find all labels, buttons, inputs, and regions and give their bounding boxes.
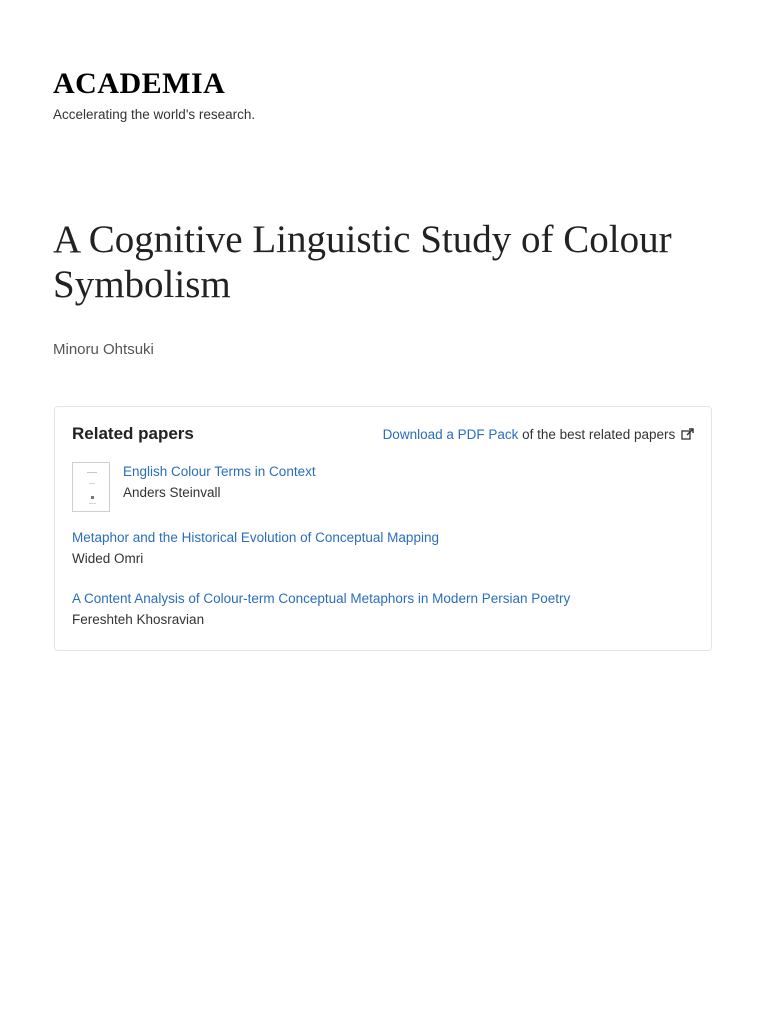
related-paper-title-link[interactable]: A Content Analysis of Colour-term Conceptual Metaphors in Modern Persian Poetry <box>72 591 571 606</box>
paper-thumbnail[interactable] <box>72 462 110 512</box>
related-paper-title-link[interactable]: English Colour Terms in Context <box>123 464 316 479</box>
related-paper-item <box>123 461 316 503</box>
related-paper-author: Anders Steinvall <box>123 485 221 500</box>
paper-title: A Cognitive Linguistic Study of Colour Symbolism <box>53 218 672 306</box>
tagline: Accelerating the world's research. <box>53 107 256 122</box>
related-paper-item <box>72 588 570 630</box>
paper-author: Minoru Ohtsuki <box>53 341 154 358</box>
related-paper-author: Fereshteh Khosravian <box>72 612 205 627</box>
related-paper-item <box>72 527 439 569</box>
related-papers-heading: Related papers <box>72 424 194 443</box>
academia-logo[interactable]: ACADEMIA <box>53 67 226 100</box>
related-papers-box <box>54 406 712 651</box>
download-pdf-pack-link[interactable]: Download a PDF Pack <box>382 427 519 442</box>
download-pdf-pack-line <box>383 426 694 445</box>
related-paper-title-link[interactable]: Metaphor and the Historical Evolution of Conceptual Mapping <box>72 530 439 545</box>
download-pdf-pack-suffix: of the best related papers <box>518 427 676 442</box>
external-link-icon[interactable] <box>681 427 694 445</box>
related-paper-author: Wided Omri <box>72 551 144 566</box>
